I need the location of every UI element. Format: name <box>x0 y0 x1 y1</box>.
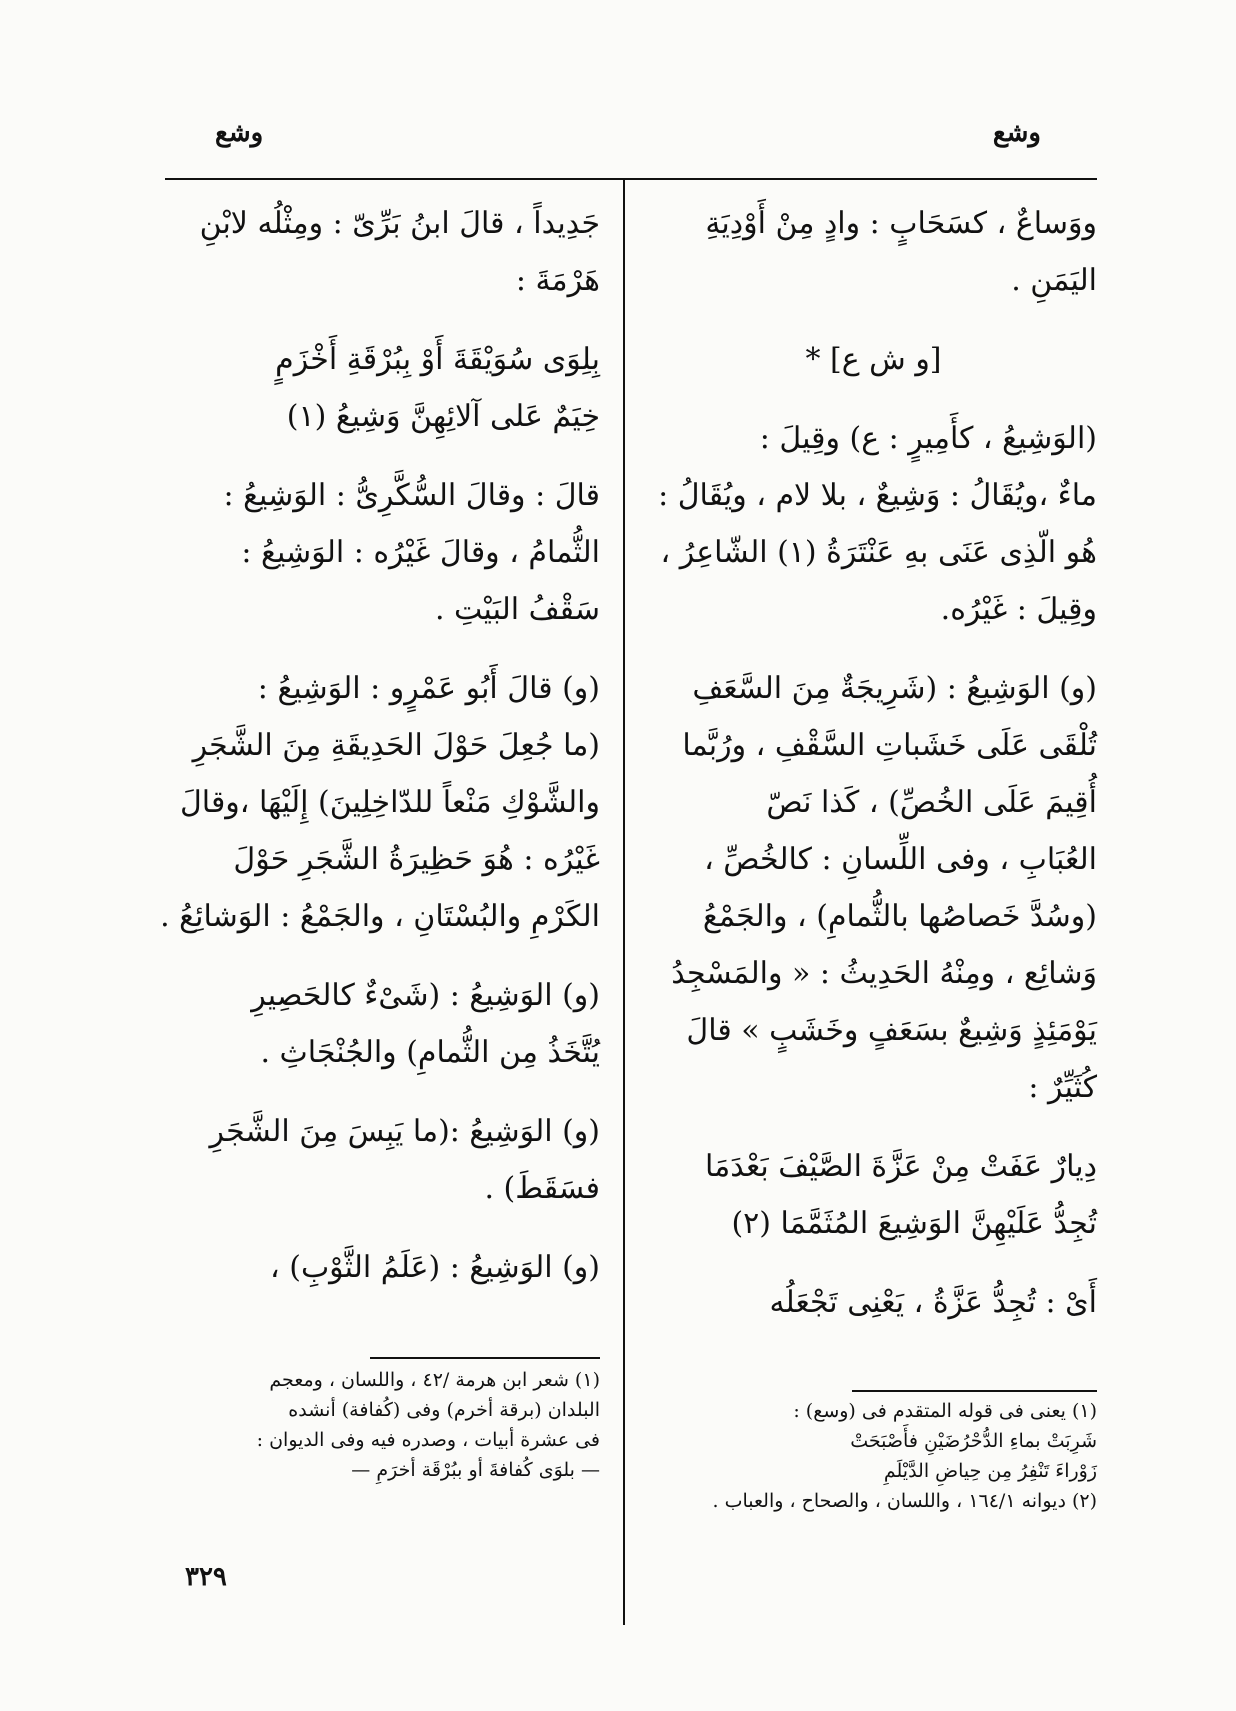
text-line: هَرْمَةَ : <box>515 263 600 298</box>
footnote-rule-left <box>370 1357 600 1359</box>
text-line: غَيْرُه : هُوَ حَظِيرَةُ الشَّجَرِ حَوْلَ <box>233 842 600 877</box>
text-line: الثُّمامُ ، وقالَ غَيْرُه : الوَشِيعُ : <box>241 535 600 570</box>
footnote-line: (١) يعنى فى قوله المتقدم فى (وسع) : <box>793 1400 1097 1422</box>
verse-line: خِيَمٌ عَلى آلائِهِنَّ وَشِيعُ (١) <box>286 399 600 434</box>
text-line: أَىْ : تُجِدُّ عَزَّةُ ، يَعْنِى تَجْعَلُه <box>769 1285 1097 1320</box>
text-line: العُبَابِ ، وفى اللِّسانِ : كالخُصِّ ، <box>704 842 1097 877</box>
text-line: (وسُدَّ خَصاصُها بالثُّمامِ) ، والجَمْعُ <box>702 899 1097 934</box>
text-line: أُقِيمَ عَلَى الخُصِّ) ، كَذا نَصّ <box>766 785 1097 820</box>
footnote-line: البلدان (برقة أخرم) وفى (كُفافة) أنشده <box>288 1399 600 1421</box>
text-line: اليَمَنِ . <box>1011 263 1097 298</box>
text-line: (ما جُعِلَ حَوْلَ الحَدِيقَةِ مِنَ الشَّجَرِ <box>192 728 600 763</box>
text-line: وَشائِع ، ومِنْهُ الحَدِيثُ : « والمَسْجِدُ <box>671 956 1097 991</box>
column-divider <box>623 180 625 1625</box>
text-line: (الوَشِيعُ ، كأَمِيرٍ : ع) وقِيلَ : <box>759 421 1097 456</box>
header-rule <box>165 178 1097 180</box>
footnote-line: — بلوَى كُفافةَ أو ببُرْقَة أخرَمِ — <box>351 1459 600 1481</box>
footnotes-left <box>160 1365 600 1485</box>
footnote-verse: زَوْراءَ تَنْفِرُ مِن حِياضِ الدَّيْلَمِ <box>883 1460 1097 1482</box>
text-line: (و) الوَشِيعُ : (شَىْءٌ كالحَصِيرِ <box>251 978 600 1013</box>
text-line: سَقْفُ البَيْتِ . <box>434 592 600 627</box>
text-line: كُثَيِّرٌ : <box>1028 1070 1097 1105</box>
footnote-rule-right <box>852 1390 1097 1392</box>
text-line: (و) الوَشِيعُ : (شَرِيجَةٌ مِنَ السَّعَفِ <box>692 671 1097 706</box>
text-line: (و) الوَشِيعُ :(ما يَبِسَ مِنَ الشَّجَرِ <box>209 1114 600 1149</box>
footnote-line: (٢) ديوانه ١٦٤/١ ، واللسان ، والصحاح ، والعباب . <box>712 1490 1097 1512</box>
footnote-verse: شَرِبَتْ بماءِ الدُّحْرُضَيْنِ فأَصْبَحَتْ <box>850 1430 1097 1452</box>
text-line: (و) قالَ أَبُو عَمْرٍو : الوَشِيعُ : <box>257 671 600 706</box>
verse-line: بِلِوَى سُوَيْقَةَ أَوْ بِبُرْقَةِ أَخْزَمٍ <box>275 342 600 377</box>
text-line: فسَقَطَ) . <box>484 1171 600 1206</box>
footnotes-right <box>650 1396 1097 1516</box>
right-column <box>650 195 1097 1331</box>
left-column <box>160 195 600 1296</box>
text-line: هُو الّذِى عَنَى بهِ عَنْتَرَةُ (١) الشّاعِرُ ، <box>660 535 1097 570</box>
verse-line: دِيارٌ عَفَتْ مِنْ عَزَّةَ الصَّيْفَ بَعْدَمَا <box>704 1149 1097 1184</box>
page-number: ٣٢٩ <box>185 1562 227 1592</box>
text-line: ووَساعٌ ، كسَحَابٍ : وادٍ مِنْ أَوْدِيَةِ <box>705 206 1097 241</box>
text-line: وقِيلَ : غَيْرُه. <box>940 592 1097 627</box>
text-line: (و) الوَشِيعُ : (عَلَمُ الثَّوْبِ) ، <box>270 1250 600 1285</box>
header-left: وشع <box>215 118 264 148</box>
text-line: والشَّوْكِ مَنْعاً للدّاخِلِينَ) إِلَيْهَا ،وقالَ <box>180 785 600 820</box>
entry-heading: [و ش ع] * <box>805 342 942 377</box>
header-right: وشع <box>992 118 1041 148</box>
text-line: يُتَّخَذُ مِن الثُّمامِ) والجُنْجَاثِ . <box>260 1035 600 1070</box>
verse-line: تُجِدُّ عَلَيْهِنَّ الوَشِيعَ المُثَمَّمَا (٢) <box>731 1206 1097 1241</box>
text-line: يَوْمَئِذٍ وَشِيعٌ بسَعَفٍ وخَشَبٍ » قالَ <box>686 1013 1097 1048</box>
text-line: الكَرْمِ والبُسْتَانِ ، والجَمْعُ : الوَشائِعُ . <box>160 899 600 934</box>
footnote-line: فى عشرة أبيات ، وصدره فيه وفى الديوان : <box>256 1429 600 1451</box>
text-line: قالَ : وقالَ السُّكَّرِىُّ : الوَشِيعُ : <box>223 478 600 513</box>
text-line: تُلْقَى عَلَى خَشَباتِ السَّقْفِ ، ورُبَّما <box>682 728 1097 763</box>
footnote-line: (١) شعر ابن هرمة /٤٢ ، واللسان ، ومعجم <box>269 1369 600 1391</box>
text-line: ماءٌ ،ويُقَالُ : وَشِيعٌ ، بلا لام ، ويُقَالُ : <box>658 478 1097 513</box>
text-line: جَدِيداً ، قالَ ابنُ بَرِّىّ : ومِثْلُه لابْنِ <box>199 206 600 241</box>
